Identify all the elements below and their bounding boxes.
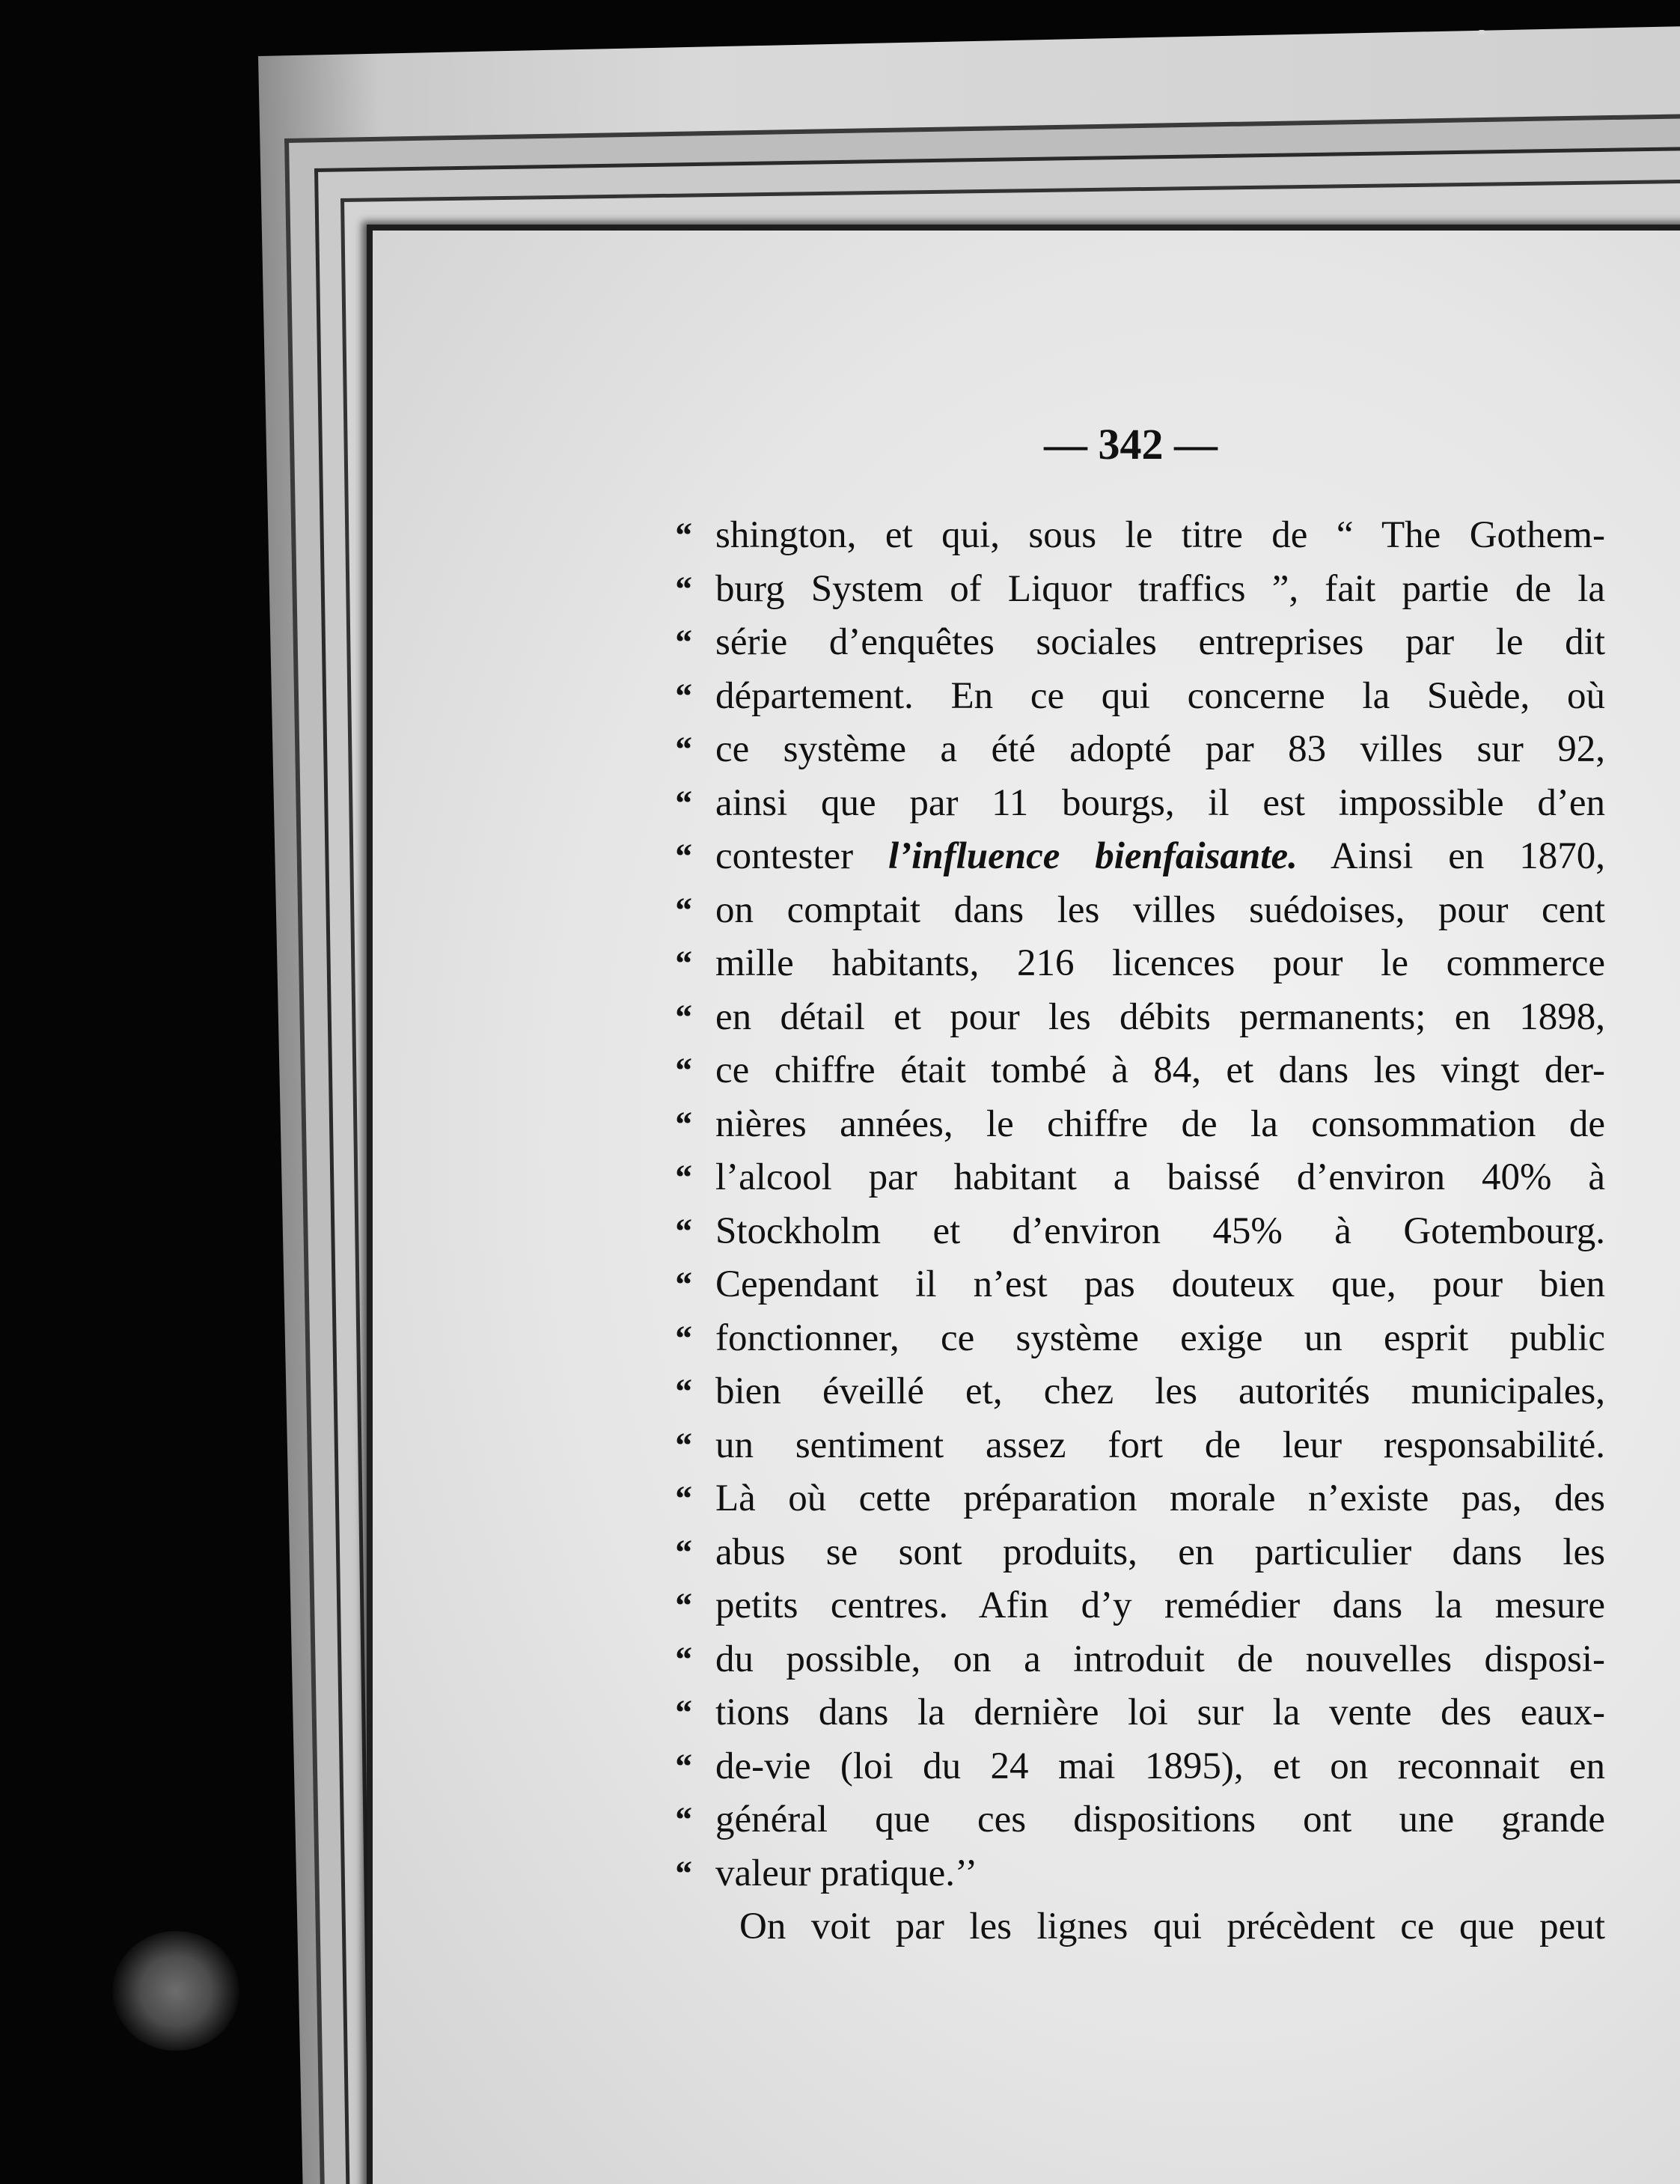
text-line	[673, 1740, 1605, 1794]
line-text: On voit par les lignes qui précèdent ce que peut	[739, 1906, 1605, 1947]
text-line	[673, 723, 1605, 777]
text-line	[673, 1419, 1605, 1473]
text-line	[673, 884, 1605, 938]
line-text-part: contester	[715, 835, 888, 877]
quotation-mark: “	[673, 1265, 691, 1305]
line-text: shington, et qui, sous le titre de “ The Gothem-	[715, 514, 1605, 556]
line-text: burg System of Liquor traffics ”, fait partie de la	[715, 567, 1605, 610]
line-text: général que ces dispositions ont une grande	[715, 1799, 1605, 1840]
text-line	[673, 1526, 1605, 1580]
line-text: nières années, le chiffre de la consommation de	[715, 1102, 1605, 1145]
quotation-mark: “	[673, 1051, 691, 1091]
text-line	[673, 1205, 1605, 1259]
text-line	[673, 1633, 1605, 1687]
line-text: Cependant il n’est pas douteux que, pour bien	[715, 1263, 1605, 1305]
line-text: Stockholm et d’environ 45% à Gotembourg.	[715, 1210, 1605, 1252]
line-text: ce chiffre était tombé à 84, et dans les vingt der-	[715, 1049, 1605, 1091]
quotation-mark: “	[673, 944, 691, 983]
line-text: mille habitants, 216 licences pour le commerce	[715, 942, 1605, 984]
line-text: en détail et pour les débits permanents; en 1898,	[715, 995, 1605, 1038]
text-line	[673, 563, 1605, 617]
line-text: série d’enquêtes sociales entreprises par le dit	[715, 621, 1605, 663]
quotation-mark: “	[673, 1425, 691, 1465]
quotation-mark: “	[673, 1639, 691, 1680]
quotation-mark: “	[673, 1158, 691, 1198]
text-line	[673, 1793, 1605, 1847]
line-text: on comptait dans les villes suédoises, pour cent	[715, 888, 1605, 931]
quotation-mark: “	[673, 1586, 691, 1626]
line-text: fonctionner, ce système exige un esprit public	[715, 1317, 1605, 1359]
text-line	[673, 937, 1605, 991]
quotation-mark: “	[673, 1532, 691, 1573]
line-text: ainsi que par 11 bourgs, il est impossible d’en	[715, 781, 1605, 824]
text-line	[673, 616, 1605, 670]
line-text: petits centres. Afin d’y remédier dans la mesure	[715, 1584, 1605, 1626]
quotation-mark: “	[673, 1318, 691, 1358]
quotation-mark: “	[673, 837, 691, 876]
text-line	[673, 1151, 1605, 1205]
dust-speck	[786, 52, 789, 56]
text-line	[673, 1686, 1605, 1740]
quotation-mark: “	[673, 1800, 691, 1840]
quotation-mark: “	[673, 676, 691, 716]
line-text: bien éveillé et, chez les autorités municipales,	[715, 1370, 1605, 1412]
quotation-mark: “	[673, 1104, 691, 1144]
text-line	[673, 777, 1605, 831]
quotation-mark: “	[673, 997, 691, 1037]
quotation-mark: “	[673, 1372, 691, 1412]
line-text: un sentiment assez fort de leur responsabilité.	[715, 1424, 1605, 1466]
line-text: l’alcool par habitant a baissé d’environ 40% à	[715, 1156, 1605, 1198]
quotation-mark: “	[673, 1853, 691, 1894]
quotation-mark: “	[673, 1693, 691, 1733]
quotation-mark: “	[673, 1479, 691, 1519]
line-text: département. En ce qui concerne la Suède, où	[715, 674, 1605, 717]
quotation-mark: “	[673, 890, 691, 930]
dust-speck	[1478, 30, 1485, 34]
quotation-mark: “	[673, 516, 691, 555]
text-line	[673, 1258, 1605, 1312]
body-text	[673, 509, 1605, 1954]
text-line	[673, 1847, 1605, 1901]
quotation-mark: “	[673, 783, 691, 823]
line-text: abus se sont produits, en particulier dans les	[715, 1531, 1605, 1573]
line-text: valeur pratique.’’	[715, 1852, 978, 1894]
text-line	[673, 1098, 1605, 1152]
line-text: Là où cette préparation morale n’existe pas, des	[715, 1477, 1605, 1519]
line-text: du possible, on a introduit de nouvelles disposi-	[715, 1638, 1605, 1680]
italic-emphasis: l’influence bienfaisante.	[888, 835, 1298, 877]
line-text: tions dans la dernière loi sur la vente des eaux-	[715, 1692, 1605, 1733]
text-line	[673, 1472, 1605, 1526]
text-line	[673, 830, 1605, 884]
quotation-mark: “	[673, 1211, 691, 1251]
line-text-part: Ainsi en 1870,	[1297, 835, 1605, 877]
text-line	[673, 1900, 1605, 1954]
line-text: ce système a été adopté par 83 villes sur 92,	[715, 728, 1605, 770]
quotation-mark: “	[673, 1746, 691, 1787]
text-line	[673, 1044, 1605, 1098]
quotation-mark: “	[673, 569, 691, 609]
text-line	[673, 1312, 1605, 1366]
quotation-mark: “	[673, 623, 691, 662]
page-number: — 342 —	[1044, 420, 1218, 469]
ink-smudge	[112, 1931, 239, 2051]
line-text	[715, 830, 1605, 884]
text-line	[673, 1579, 1605, 1633]
text-line	[673, 509, 1605, 563]
text-line	[673, 991, 1605, 1045]
quotation-mark: “	[673, 730, 691, 769]
text-line	[673, 1365, 1605, 1419]
line-text: de-vie (loi du 24 mai 1895), et on reconnait en	[715, 1745, 1605, 1787]
text-line	[673, 670, 1605, 724]
